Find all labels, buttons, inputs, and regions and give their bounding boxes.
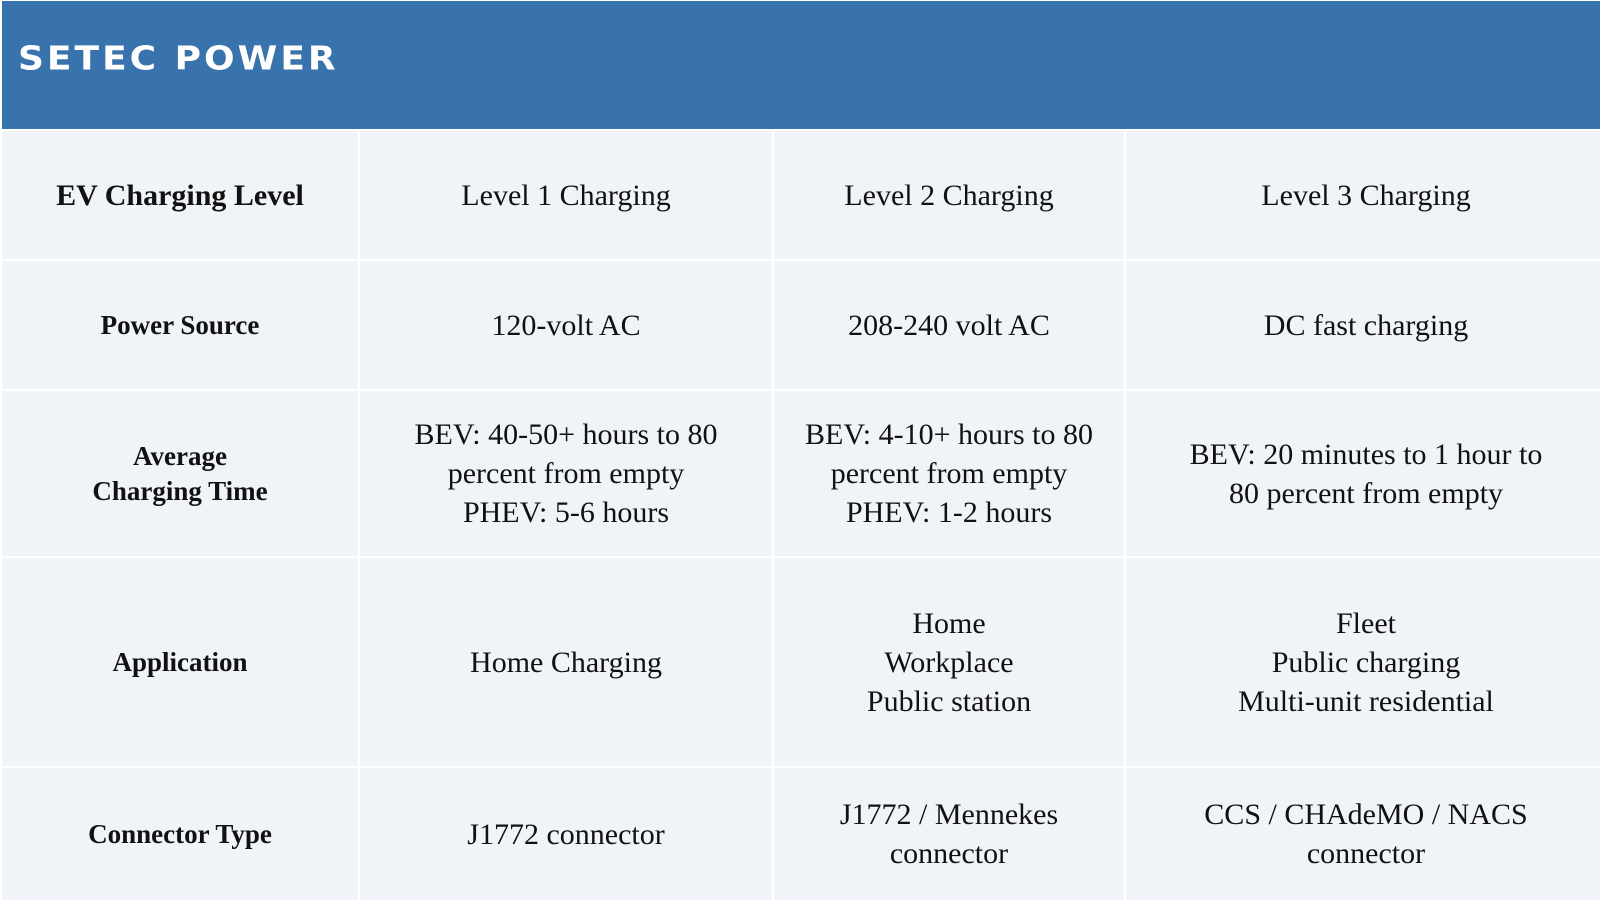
brand-logo: SETEC POWER xyxy=(18,40,339,78)
row-label-average-charging-time: Average Charging Time xyxy=(2,391,358,556)
cell-power-level-3: DC fast charging xyxy=(1126,261,1600,389)
row-label-connector-type: Connector Type xyxy=(2,768,358,900)
cell-time-level-1: BEV: 40-50+ hours to 80 percent from empty PHEV: 5-6 hours xyxy=(360,391,772,556)
cell-connector-level-3: CCS / CHAdeMO / NACS connector xyxy=(1126,768,1600,900)
cell-application-level-2: Home Workplace Public station xyxy=(774,558,1124,766)
cell-connector-level-2: J1772 / Mennekes connector xyxy=(774,768,1124,900)
cell-level-2: Level 2 Charging xyxy=(774,131,1124,259)
cell-level-3: Level 3 Charging xyxy=(1126,131,1600,259)
cell-time-level-2: BEV: 4-10+ hours to 80 percent from empty PHEV: 1-2 hours xyxy=(774,391,1124,556)
cell-time-level-3: BEV: 20 minutes to 1 hour to 80 percent from empty xyxy=(1126,391,1600,556)
ev-charging-table xyxy=(2,131,1600,900)
row-label-ev-charging-level: EV Charging Level xyxy=(2,131,358,259)
cell-application-level-1: Home Charging xyxy=(360,558,772,766)
header-bar xyxy=(2,1,1600,129)
row-label-power-source: Power Source xyxy=(2,261,358,389)
cell-power-level-2: 208-240 volt AC xyxy=(774,261,1124,389)
cell-level-1: Level 1 Charging xyxy=(360,131,772,259)
cell-power-level-1: 120-volt AC xyxy=(360,261,772,389)
cell-application-level-3: Fleet Public charging Multi-unit residential xyxy=(1126,558,1600,766)
row-label-application: Application xyxy=(2,558,358,766)
cell-connector-level-1: J1772 connector xyxy=(360,768,772,900)
